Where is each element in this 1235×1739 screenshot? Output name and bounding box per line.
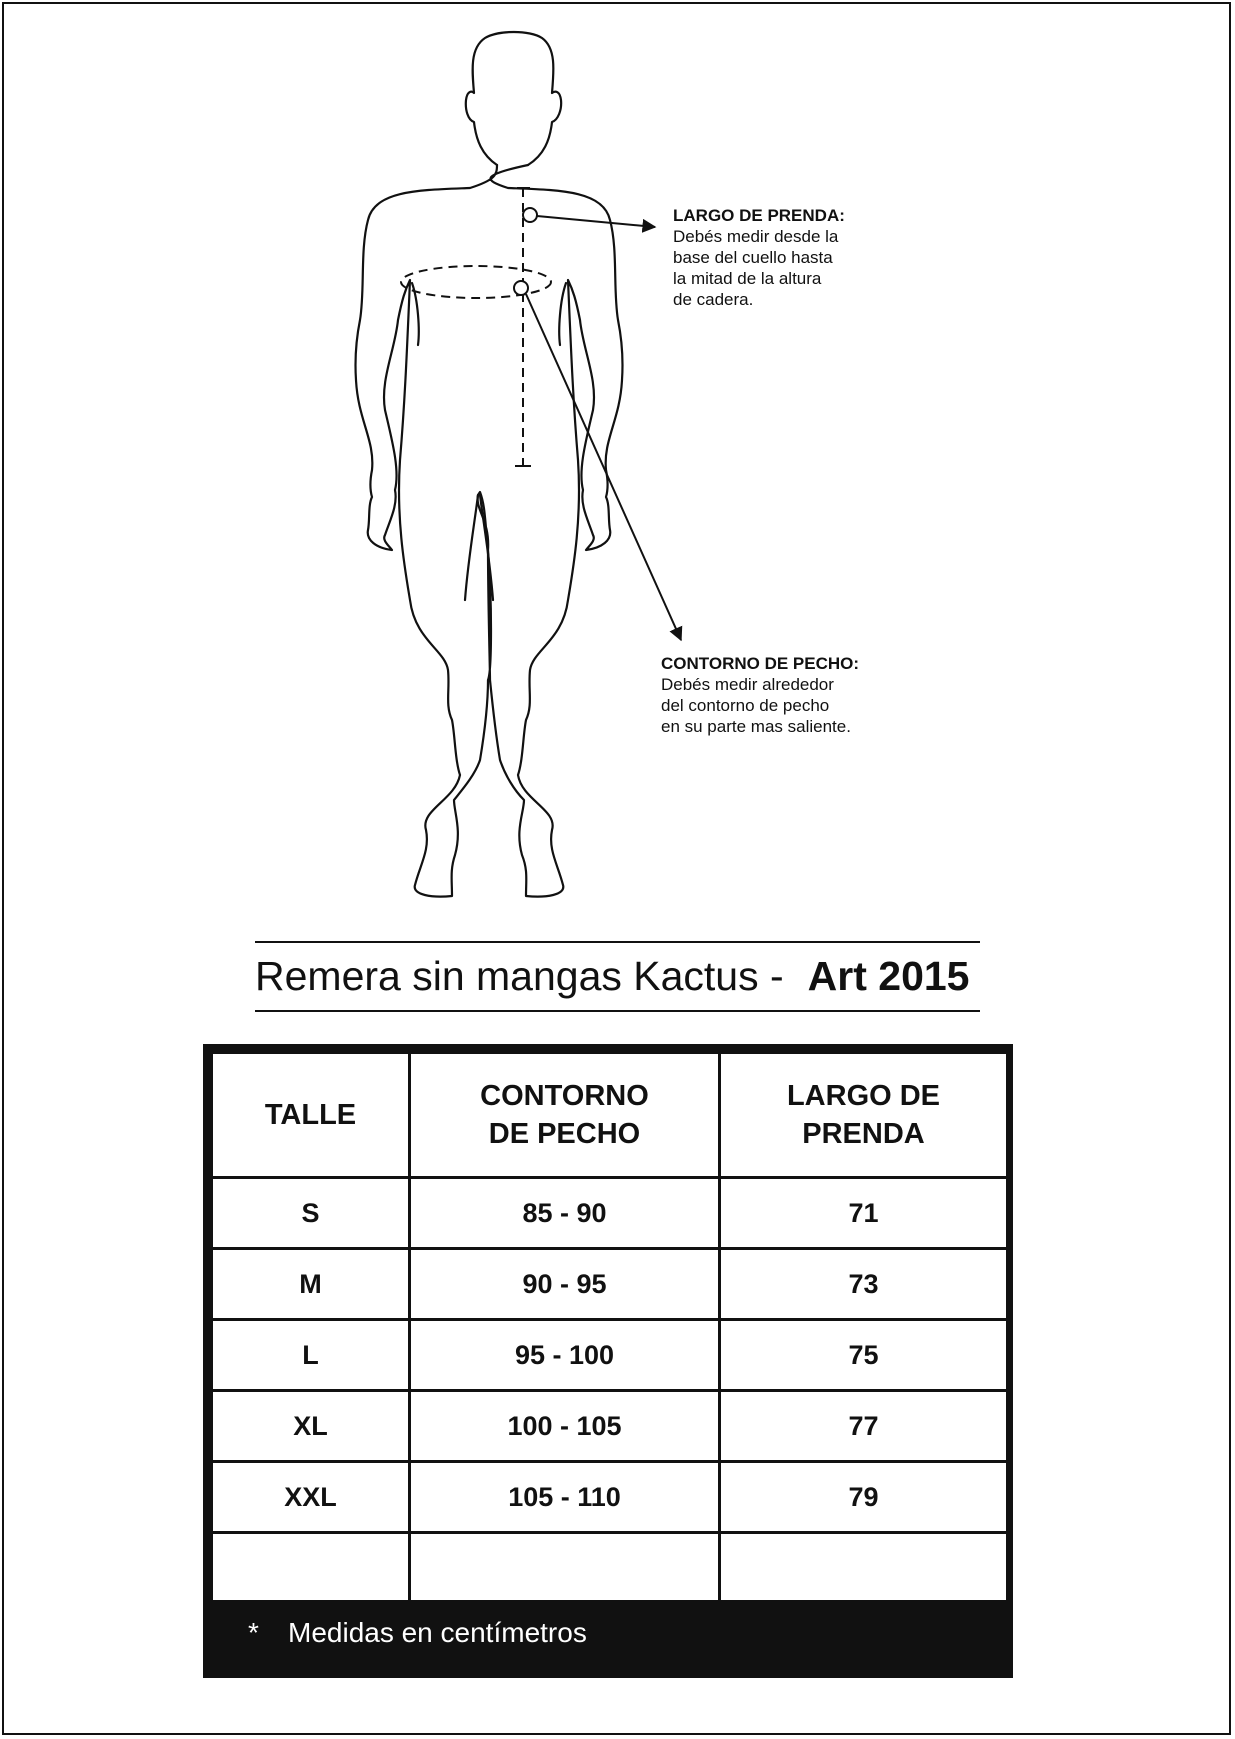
size-cell: M — [212, 1249, 410, 1320]
article-number: Art 2015 — [807, 953, 970, 999]
chest-cell: 100 - 105 — [410, 1391, 720, 1462]
footnote-star: * — [248, 1617, 259, 1648]
chest-cell: 105 - 110 — [410, 1462, 720, 1533]
right-arm-inner — [559, 283, 566, 345]
largo-heading: LARGO DE PRENDA: — [673, 206, 845, 225]
largo-line-4: de cadera. — [673, 290, 754, 309]
inner-leg-line — [465, 495, 478, 600]
header-length — [720, 1053, 1008, 1178]
header-size — [212, 1053, 410, 1178]
length-arrow — [537, 216, 655, 227]
chest-arrow — [526, 294, 681, 640]
length-cell: 73 — [720, 1249, 1008, 1320]
header-length-line1: LARGO DE — [786, 1080, 941, 1112]
empty-cell — [212, 1533, 410, 1602]
contorno-line-3: en su parte mas saliente. — [661, 717, 851, 736]
table-row — [212, 1249, 1008, 1320]
header-chest-line2: DE PECHO — [488, 1118, 641, 1150]
table-row — [212, 1462, 1008, 1533]
footnote-text: Medidas en centímetros — [288, 1617, 587, 1648]
chest-callout-point — [514, 281, 528, 295]
largo-line-1: Debés medir desde la — [673, 227, 839, 246]
length-cell: 75 — [720, 1320, 1008, 1391]
length-cell: 79 — [720, 1462, 1008, 1533]
body-outline — [355, 165, 622, 897]
header-length-line2: PRENDA — [802, 1118, 925, 1150]
chest-measure-ellipse — [401, 266, 551, 298]
size-cell: L — [212, 1320, 410, 1391]
table-row — [212, 1391, 1008, 1462]
length-callout-point — [523, 208, 537, 222]
chest-cell: 95 - 100 — [410, 1320, 720, 1391]
empty-cell — [410, 1533, 720, 1602]
product-name: Remera sin mangas Kactus - — [255, 953, 784, 999]
contorno-line-1: Debés medir alrededor — [661, 675, 834, 694]
size-cell: XXL — [212, 1462, 410, 1533]
head-outline — [466, 32, 561, 165]
title-rule-top — [255, 941, 980, 943]
chest-cell: 90 - 95 — [410, 1249, 720, 1320]
length-cell: 71 — [720, 1178, 1008, 1249]
contorno-heading: CONTORNO DE PECHO: — [661, 654, 860, 673]
inner-leg-line-2 — [480, 495, 493, 600]
size-table-container — [203, 1044, 1013, 1678]
header-size-label: TALLE — [264, 1099, 357, 1131]
table-header-row — [212, 1053, 1008, 1178]
empty-cell — [720, 1533, 1008, 1602]
header-chest — [410, 1053, 720, 1178]
largo-line-3: la mitad de la altura — [673, 269, 822, 288]
contorno-line-2: del contorno de pecho — [661, 696, 830, 715]
header-chest-line1: CONTORNO — [480, 1080, 649, 1112]
title-rule-bottom — [255, 1010, 980, 1012]
size-cell: XL — [212, 1391, 410, 1462]
contorno-annotation — [661, 653, 859, 737]
table-row — [212, 1320, 1008, 1391]
table-row-empty — [212, 1533, 1008, 1602]
length-cell: 77 — [720, 1391, 1008, 1462]
largo-line-2: base del cuello hasta — [673, 248, 833, 267]
chest-cell: 85 - 90 — [410, 1178, 720, 1249]
table-row — [212, 1178, 1008, 1249]
footnote-bar — [210, 1603, 1006, 1663]
product-title — [255, 951, 980, 1001]
largo-annotation — [673, 205, 845, 310]
size-cell: S — [212, 1178, 410, 1249]
size-table — [210, 1051, 1009, 1603]
